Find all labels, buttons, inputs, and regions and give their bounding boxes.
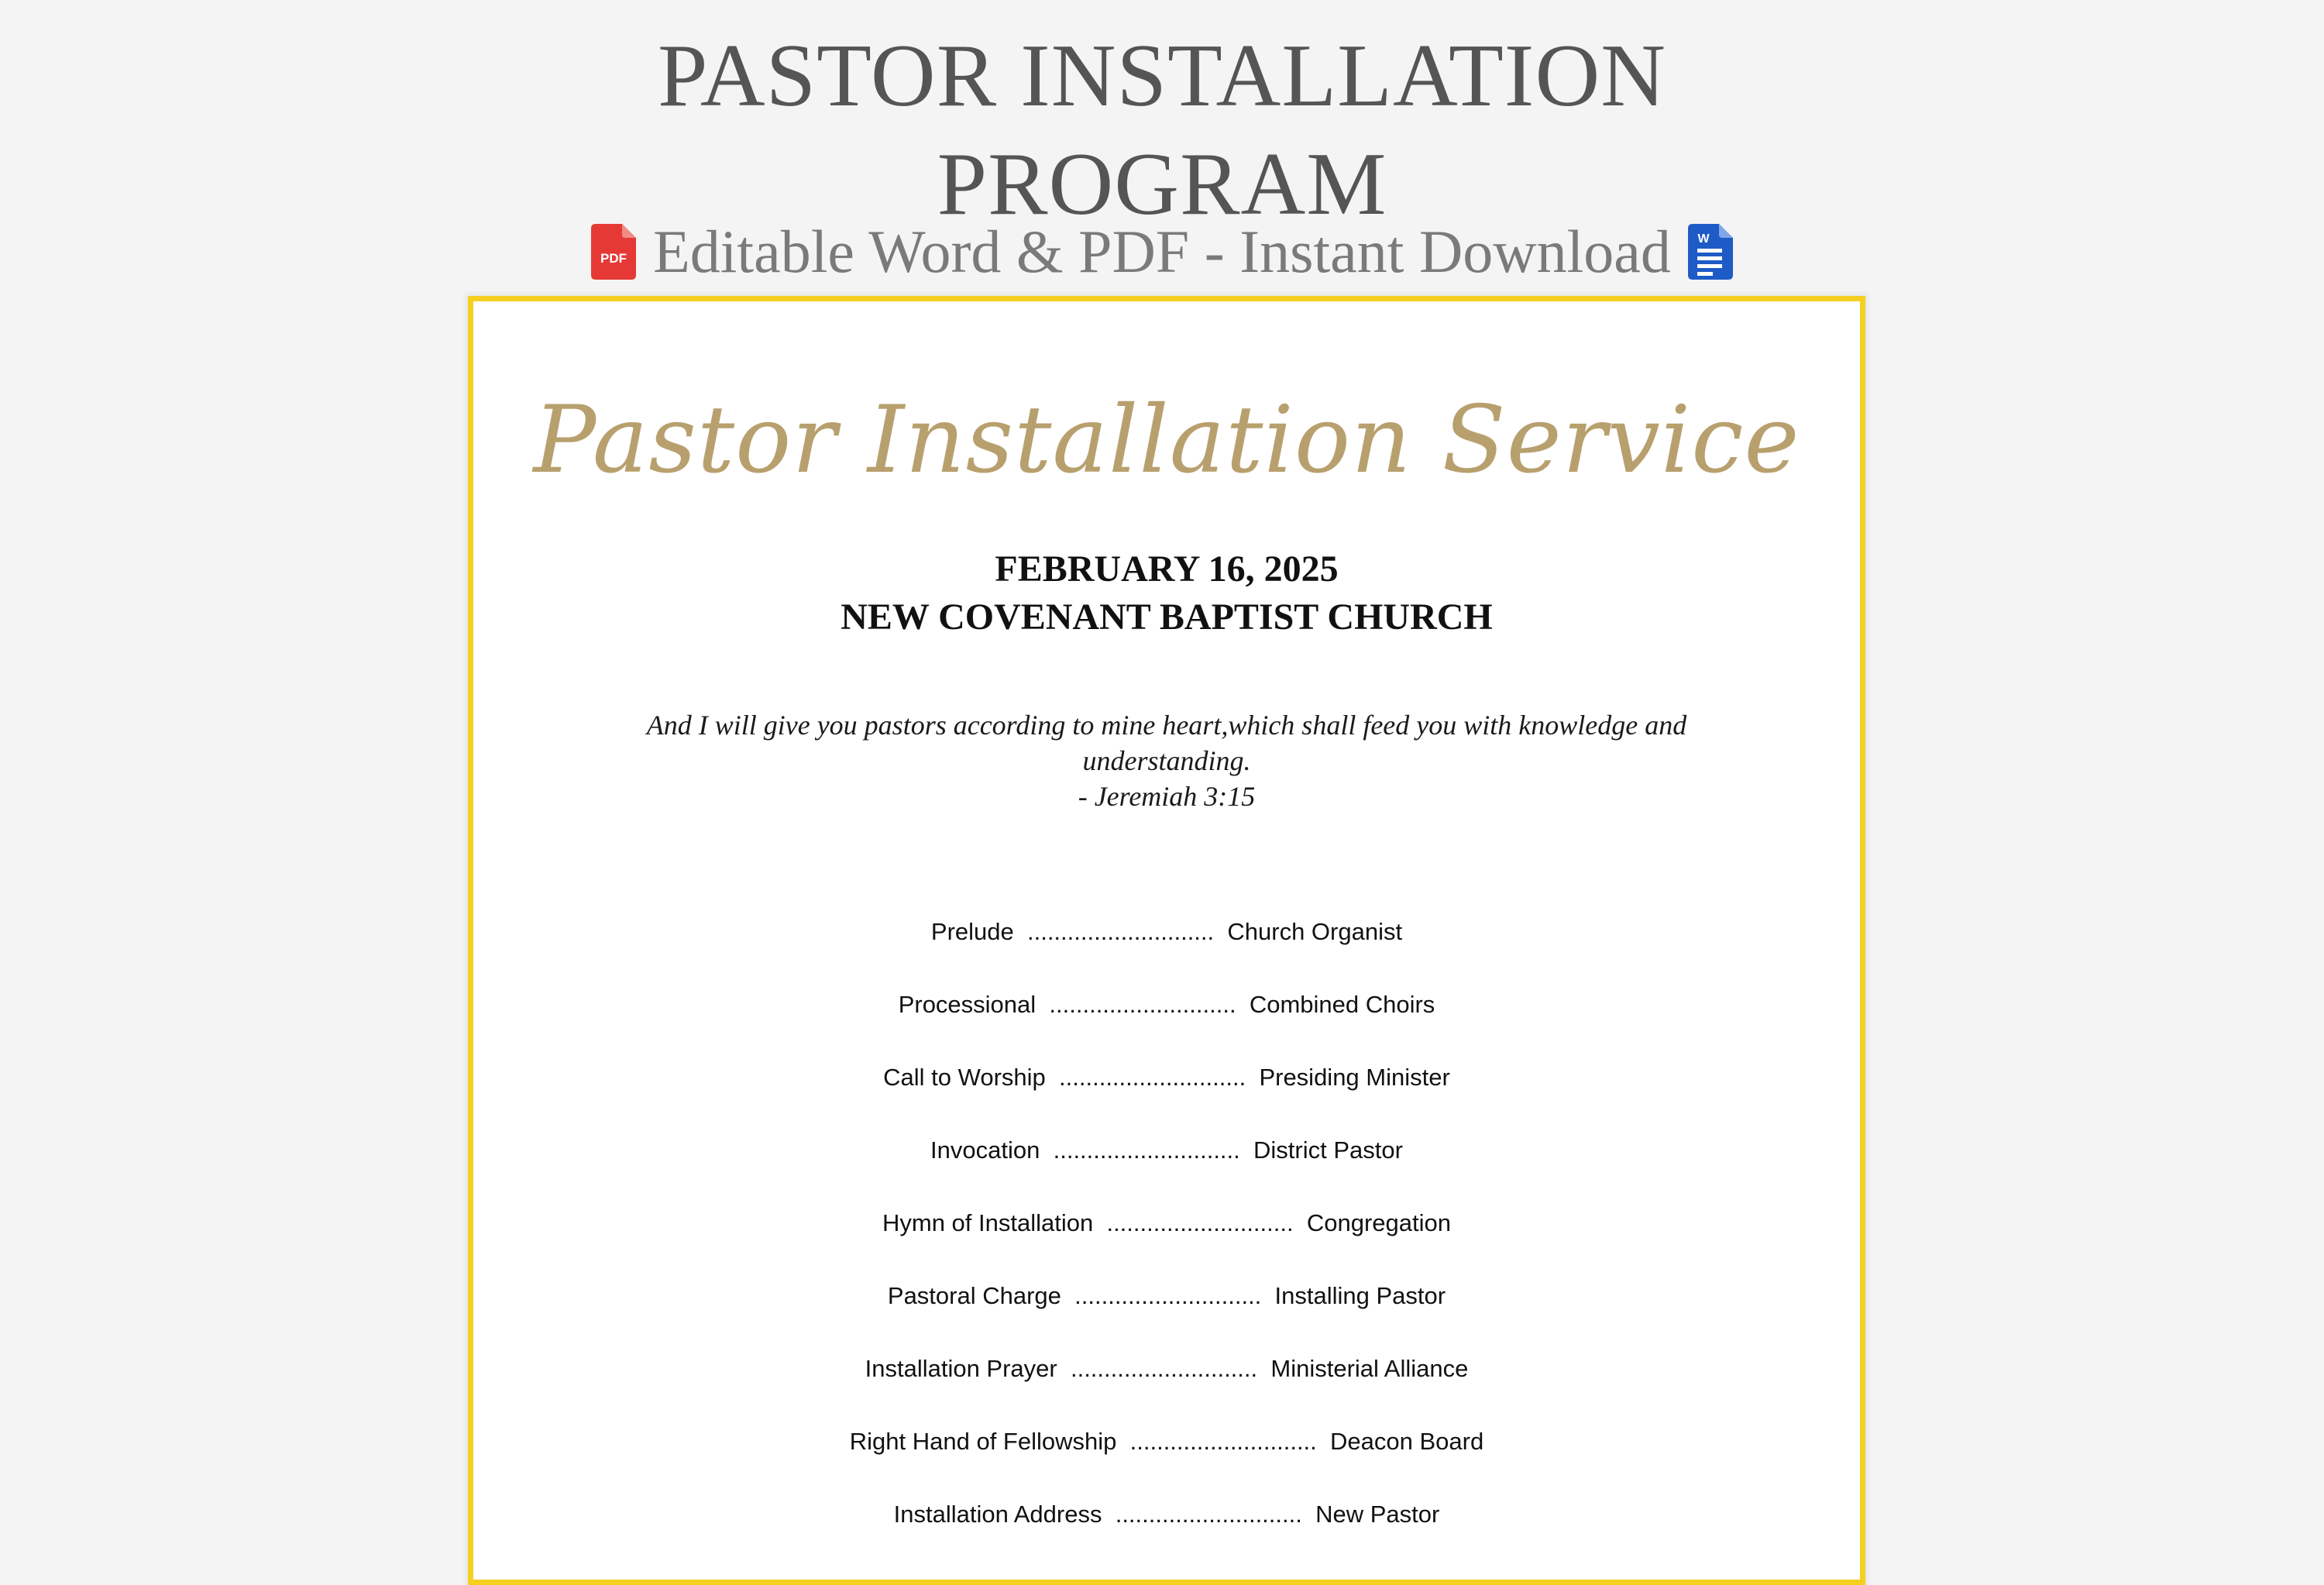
event-date: FEBRUARY 16, 2025: [995, 548, 1339, 590]
word-file-icon: [1688, 224, 1733, 280]
program-item-person: Congregation: [1306, 1209, 1451, 1236]
program-document: [468, 296, 1865, 1585]
program-item-person: New Pastor: [1315, 1501, 1440, 1528]
program-item-person: Church Organist: [1227, 918, 1403, 945]
pdf-file-icon: [591, 224, 636, 280]
program-item-leader-dots: ............................: [1059, 1064, 1246, 1091]
scripture-reference: - Jeremiah 3:15: [1078, 781, 1256, 812]
pdf-icon-label: PDF: [600, 251, 627, 266]
program-item: [473, 1428, 1860, 1456]
program-item-title: Call to Worship: [883, 1064, 1046, 1091]
program-item-person: District Pastor: [1253, 1136, 1403, 1164]
program-item-person: Deacon Board: [1330, 1428, 1484, 1455]
program-item-leader-dots: ............................: [1129, 1428, 1317, 1455]
program-item-person: Installing Pastor: [1274, 1282, 1446, 1309]
banner-subtitle-row: [0, 217, 2324, 287]
program-item-title: Installation Address: [893, 1501, 1102, 1528]
program-item-leader-dots: ............................: [1049, 991, 1236, 1018]
program-item-leader-dots: ............................: [1074, 1282, 1262, 1309]
program-item-person: Ministerial Alliance: [1270, 1355, 1469, 1382]
scripture-verse-line2: understanding.: [1082, 745, 1251, 776]
program-item-title: Pastoral Charge: [887, 1282, 1061, 1309]
church-name: NEW COVENANT BAPTIST CHURCH: [841, 597, 1493, 638]
program-item: [473, 1282, 1860, 1310]
program-item-title: Right Hand of Fellowship: [849, 1428, 1117, 1455]
banner-title-line1: PASTOR INSTALLATION: [658, 26, 1666, 125]
program-item-leader-dots: ............................: [1026, 918, 1215, 945]
program-item-person: Presiding Minister: [1259, 1064, 1450, 1091]
program-item-leader-dots: ............................: [1115, 1501, 1302, 1528]
program-item-title: Invocation: [930, 1136, 1040, 1164]
program-item-person: Combined Choirs: [1249, 991, 1435, 1018]
program-item: [473, 1064, 1860, 1092]
banner-title: [0, 22, 2324, 239]
program-item: [473, 1136, 1860, 1164]
scripture-verse-line1: And I will give you pastors according to mine heart,which shall feed you with knowledge and: [646, 710, 1687, 741]
word-icon-label: W: [1697, 232, 1710, 246]
program-item-leader-dots: ............................: [1053, 1136, 1240, 1164]
program-item-title: Installation Prayer: [865, 1355, 1057, 1382]
program-item-leader-dots: ............................: [1106, 1209, 1294, 1236]
program-item: [473, 1355, 1860, 1383]
program-item-title: Hymn of Installation: [882, 1209, 1094, 1236]
program-item-title: Prelude: [930, 918, 1014, 945]
document-title: Pastor Installation Service: [533, 387, 1800, 494]
banner-title-line2: PROGRAM: [937, 135, 1387, 234]
program-item: [473, 918, 1860, 946]
program-item-title: Processional: [898, 991, 1037, 1018]
program-item: [473, 991, 1860, 1019]
program-item: [473, 1501, 1860, 1528]
banner-subtitle: Editable Word & PDF - Instant Download: [653, 218, 1671, 285]
program-item-leader-dots: ............................: [1070, 1355, 1258, 1382]
program-item: [473, 1209, 1860, 1237]
